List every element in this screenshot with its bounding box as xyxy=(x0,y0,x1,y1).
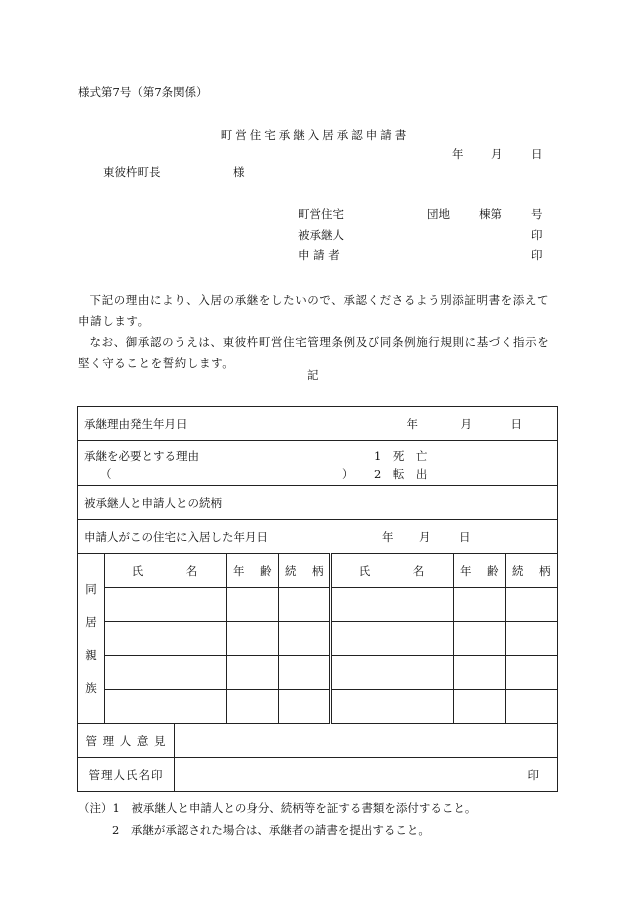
date-day-label: 日 xyxy=(531,147,543,161)
family-name-cell[interactable] xyxy=(105,588,227,622)
manager-opinion-field[interactable] xyxy=(175,724,558,758)
side-char-4: 族 xyxy=(85,680,97,695)
manager-opinion-label: 管 理 人 意 見 xyxy=(78,724,175,758)
family-age-cell[interactable] xyxy=(454,690,506,724)
moved-in-label: 申請人がこの住宅に入居した年月日 xyxy=(84,529,268,544)
tou-label: 棟第 xyxy=(479,207,502,221)
family-relation-cell[interactable] xyxy=(506,622,558,656)
family-side-label xyxy=(78,554,105,724)
option-death: 1 死 亡 xyxy=(374,449,428,463)
family-relation-cell[interactable] xyxy=(279,656,331,690)
danchi-label: 団地 xyxy=(427,207,450,221)
family-relation-cell[interactable] xyxy=(279,690,331,724)
col-relation-left: 続 柄 xyxy=(279,554,331,588)
family-age-cell[interactable] xyxy=(227,622,279,656)
reason-label: 承継を必要とする理由 xyxy=(84,449,199,463)
family-age-cell[interactable] xyxy=(227,656,279,690)
family-row xyxy=(78,656,558,690)
successor-seal: 印 xyxy=(531,228,543,242)
applicant-seal: 印 xyxy=(531,248,543,262)
side-char-2: 居 xyxy=(85,614,97,629)
family-age-cell[interactable] xyxy=(454,588,506,622)
family-relation-cell[interactable] xyxy=(506,656,558,690)
relation-label: 被承継人と申請人との続柄 xyxy=(84,495,222,510)
date-year-label: 年 xyxy=(452,147,464,161)
col-name-left: 氏 名 xyxy=(105,554,227,588)
body-paragraph-2: なお、御承認のうえは、東彼杵町営住宅管理条例及び同条例施行規則に基づく指示を堅く守ることを誓約します。 xyxy=(78,335,550,370)
reason-row xyxy=(78,441,558,486)
document-title: 町営住宅承継入居承認申請書 xyxy=(220,128,410,142)
row4-month: 月 xyxy=(419,529,431,544)
family-relation-cell[interactable] xyxy=(279,588,331,622)
row4-day: 日 xyxy=(459,529,471,544)
paren-close: ） xyxy=(342,467,354,481)
paren-open: （ xyxy=(100,467,112,481)
applicant-label: 申 請 者 xyxy=(298,248,340,262)
note-2: 2 承継が承認された場合は、承継者の請書を提出すること。 xyxy=(112,823,430,837)
row4-year: 年 xyxy=(382,529,394,544)
family-row xyxy=(78,588,558,622)
col-age-left: 年 齢 xyxy=(227,554,279,588)
family-name-cell[interactable] xyxy=(331,690,454,724)
addressee: 東彼杵町長 xyxy=(103,165,161,179)
col-relation-right: 続 柄 xyxy=(506,554,558,588)
manager-name-label: 管理人氏名印 xyxy=(78,758,175,792)
option-transfer: 2 転 出 xyxy=(374,467,428,481)
manager-name-field[interactable] xyxy=(175,758,558,792)
side-char-3: 親 xyxy=(85,647,97,662)
family-name-cell[interactable] xyxy=(331,622,454,656)
family-age-cell[interactable] xyxy=(454,656,506,690)
addressee-honorific: 様 xyxy=(233,165,245,179)
family-name-cell[interactable] xyxy=(331,656,454,690)
relation-row xyxy=(78,486,558,520)
date-month-label: 月 xyxy=(491,147,503,161)
family-name-cell[interactable] xyxy=(105,656,227,690)
family-age-cell[interactable] xyxy=(227,588,279,622)
family-name-cell[interactable] xyxy=(331,588,454,622)
family-relation-cell[interactable] xyxy=(506,690,558,724)
body-paragraph-1: 下記の理由により、入居の承継をしたいので、承認くださるよう別添証明書を添えて申請します。 xyxy=(78,293,550,328)
col-age-right: 年 齢 xyxy=(454,554,506,588)
body-text xyxy=(78,290,556,374)
application-table xyxy=(77,406,558,792)
manager-seal: 印 xyxy=(527,767,539,782)
family-relation-cell[interactable] xyxy=(506,588,558,622)
col-name-right: 氏 名 xyxy=(331,554,454,588)
family-name-cell[interactable] xyxy=(105,690,227,724)
family-age-cell[interactable] xyxy=(454,622,506,656)
row1-day: 日 xyxy=(510,416,522,431)
reason-date-row xyxy=(78,407,558,441)
reason-date-label: 承継理由発生年月日 xyxy=(84,416,188,431)
family-row xyxy=(78,690,558,724)
ki-label: 記 xyxy=(307,368,319,382)
housing-label: 町営住宅 xyxy=(298,207,344,221)
row1-year: 年 xyxy=(406,416,418,431)
family-row xyxy=(78,622,558,656)
family-relation-cell[interactable] xyxy=(279,622,331,656)
family-name-cell[interactable] xyxy=(105,622,227,656)
side-char-1: 同 xyxy=(85,581,97,596)
gou-label: 号 xyxy=(531,207,543,221)
form-number: 様式第7号（第7条関係） xyxy=(78,85,208,99)
moved-in-row xyxy=(78,520,558,554)
note-1: （注）1 被承継人と申請人との身分、続柄等を証する書類を添付すること。 xyxy=(78,801,477,815)
successor-label: 被承継人 xyxy=(298,228,344,242)
family-age-cell[interactable] xyxy=(227,690,279,724)
row1-month: 月 xyxy=(460,416,472,431)
